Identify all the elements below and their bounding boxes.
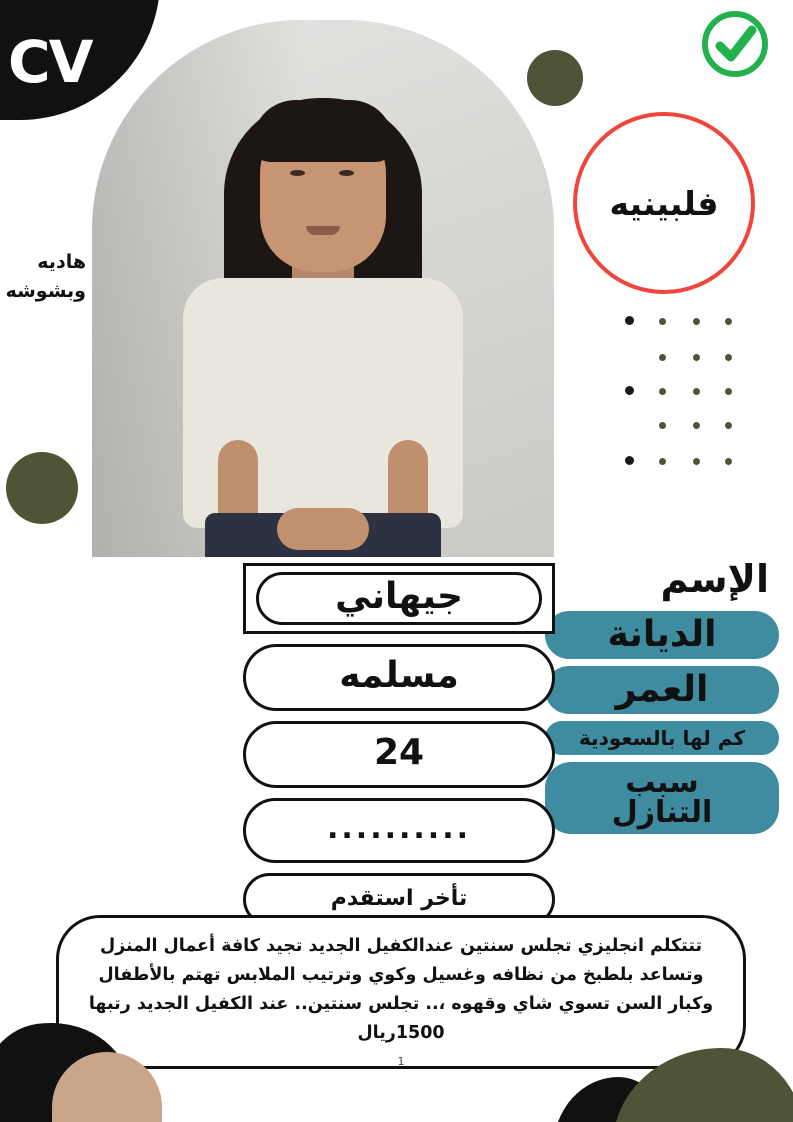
field-label-age: العمر	[545, 666, 779, 714]
field-value-name-text: جيهاني	[335, 576, 463, 617]
cv-logo: CV	[8, 28, 92, 96]
check-circle-icon	[699, 8, 771, 80]
field-label-religion: الديانة	[545, 611, 779, 659]
field-labels-column	[545, 557, 779, 834]
nationality-badge	[573, 112, 755, 294]
field-value-years-in-ksa: ..........	[243, 798, 555, 863]
skills-description	[56, 915, 746, 1069]
field-value-age: 24	[243, 721, 555, 788]
field-label-years-in-ksa: كم لها بالسعودية	[545, 721, 779, 755]
personality-note: هاديه وبشوشه	[5, 251, 86, 302]
field-values-column	[243, 563, 555, 926]
decorative-dot-grid	[625, 310, 745, 480]
field-value-religion: مسلمه	[243, 644, 555, 711]
field-value-transfer-reason: تأخر استقدم	[243, 873, 555, 926]
skills-description-text: تتتكلم انجليزي تجلس سنتين عندالكفيل الجديد تجيد كافة أعمال المنزل وتساعد بلطبخ من نظافه وغسيل وكوي وترتيب الملابس تهتم بالأطفال وكبار السن تسوي شاي وقهوه ،.. تجلس سنتين.. عند الكفيل الجديد رتبها 1500ريال	[88, 936, 714, 1043]
candidate-photo	[92, 20, 554, 557]
field-value-name	[243, 563, 555, 634]
decorative-olive-circle-left	[6, 452, 78, 524]
page-number: 1	[397, 1055, 405, 1069]
field-label-name: الإسم	[660, 557, 769, 601]
field-label-transfer-reason: سبب التنازل	[545, 762, 779, 834]
nationality-label: فلبينيه	[609, 183, 719, 223]
